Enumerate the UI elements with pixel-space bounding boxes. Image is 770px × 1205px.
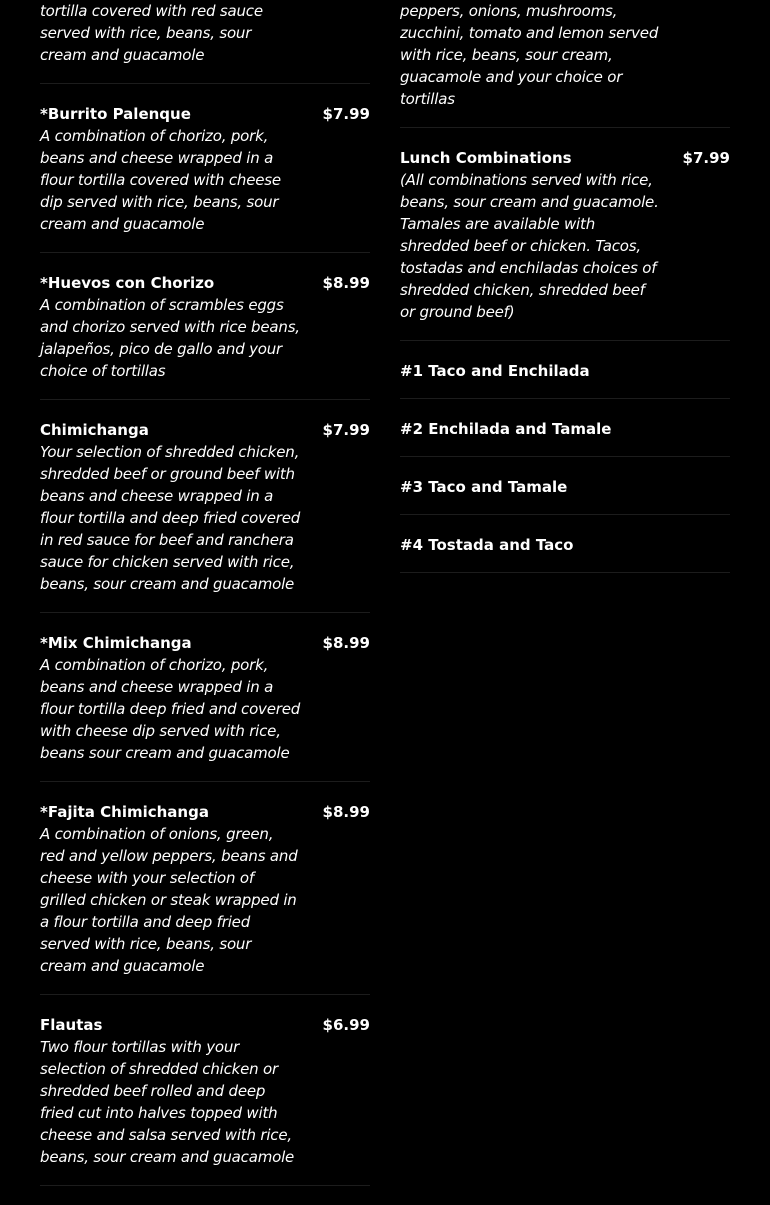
menu-item-huevos-con-chorizo (40, 272, 370, 400)
item-name: *Mix Chimichanga (40, 634, 192, 652)
item-description: A combination of onions, green, red and yellow peppers, beans and cheese with your selection of grilled chicken or steak wrapped in a flour tortilla and deep fried served with rice, beans, sour cream and guacamole (40, 825, 298, 975)
item-description: A combination of chorizo, pork, beans and cheese wrapped in a flour tortilla deep fried and covered with cheese dip served with rice, beans sour cream and guacamole (40, 656, 301, 762)
item-description: tortilla covered with red sauce served with rice, beans, sour cream and guacamole (40, 2, 263, 64)
item-name: *Fajita Chimichanga (40, 803, 209, 821)
item-price: $7.99 (322, 421, 370, 439)
item-name: #4 Tostada and Taco (400, 536, 574, 554)
combo-item-3 (400, 476, 730, 515)
item-name: *Huevos con Chorizo (40, 274, 215, 292)
item-name: #2 Enchilada and Tamale (400, 420, 612, 438)
item-price: $8.99 (322, 274, 370, 292)
left-menu-column (40, 0, 370, 1205)
menu-item-flautas (40, 1014, 370, 1186)
right-menu-column (400, 0, 730, 592)
item-name: Chimichanga (40, 421, 149, 439)
item-name: *Burrito Palenque (40, 105, 191, 123)
item-description: (All combinations served with rice, beans, sour cream and guacamole. Tamales are available with shredded beef or chicken. Tacos, tostadas and enchiladas choices of shredded chicken, shredded beef or ground beef) (400, 171, 659, 321)
menu-item-chimichanga (40, 419, 370, 613)
item-name: #1 Taco and Enchilada (400, 362, 590, 380)
item-name: Flautas (40, 1016, 103, 1034)
item-name: #3 Taco and Tamale (400, 478, 568, 496)
item-price: $7.99 (682, 149, 730, 167)
item-description: peppers, onions, mushrooms, zucchini, tomato and lemon served with rice, beans, sour cream, guacamole and your choice or tortillas (400, 2, 659, 108)
item-description: Two flour tortillas with your selection of shredded chicken or shredded beef rolled and deep fried cut into halves topped with cheese and salsa served with rice, beans, sour cream and guacamole (40, 1038, 295, 1166)
item-price: $8.99 (322, 803, 370, 821)
menu-item-fajita-chimichanga (40, 801, 370, 995)
item-name: Lunch Combinations (400, 149, 572, 167)
combo-item-4 (400, 534, 730, 573)
menu-item-burrito-palenque (40, 103, 370, 253)
partial-menu-item (40, 0, 370, 84)
menu-item-mix-chimichanga (40, 632, 370, 782)
partial-menu-item (400, 0, 730, 128)
item-description: Your selection of shredded chicken, shredded beef or ground beef with beans and cheese wrapped in a flour tortilla and deep fried covered in red sauce for beef and ranchera sauce for chicken served with rice, beans, sour cream and guacamole (40, 443, 301, 593)
item-price: $6.99 (322, 1016, 370, 1034)
combo-item-2 (400, 418, 730, 457)
item-price: $7.99 (322, 105, 370, 123)
combo-item-1 (400, 360, 730, 399)
menu-item-lunch-combinations (400, 147, 730, 341)
item-price: $8.99 (322, 634, 370, 652)
item-description: A combination of scrambles eggs and chorizo served with rice beans, jalapeños, pico de gallo and your choice of tortillas (40, 296, 300, 380)
item-description: A combination of chorizo, pork, beans and cheese wrapped in a flour tortilla covered with cheese dip served with rice, beans, sour cream and guacamole (40, 127, 281, 233)
